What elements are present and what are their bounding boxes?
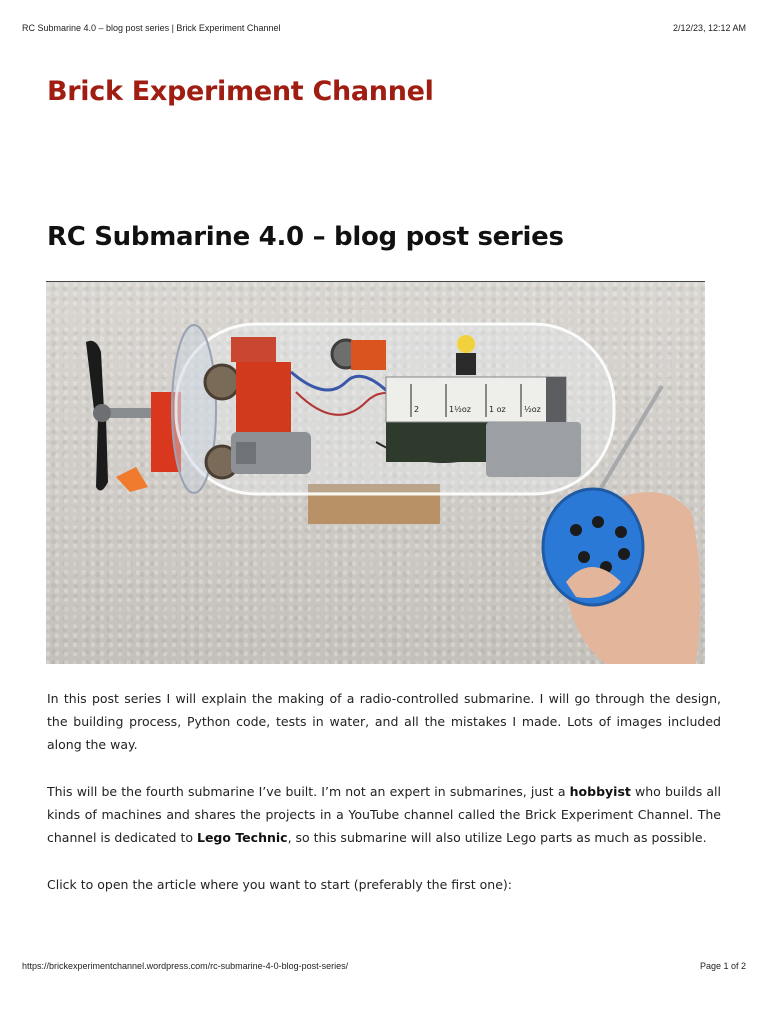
syringe-tick-3: 1 oz bbox=[489, 405, 506, 414]
hobbyist-emphasis: hobbyist bbox=[569, 784, 631, 799]
background-paragraph bbox=[47, 780, 721, 849]
syringe-tick-2: 1½oz bbox=[449, 405, 471, 414]
print-footer bbox=[22, 961, 746, 971]
site-title[interactable]: Brick Experiment Channel bbox=[47, 76, 434, 107]
print-header bbox=[22, 23, 746, 33]
submarine-photo bbox=[46, 281, 705, 664]
ballast-syringe bbox=[386, 377, 566, 422]
print-page-number: Page 1 of 2 bbox=[699, 961, 746, 971]
intro-paragraph: In this post series I will explain the making of a radio-controlled submarine. I will go through the design, the building process, Python code, tests in water, and all the mistakes I made. Lots of images included along the way. bbox=[47, 691, 721, 752]
lego-technic-emphasis: Lego Technic bbox=[196, 830, 288, 845]
syringe-tick-1: 2 bbox=[414, 405, 420, 414]
control-hub bbox=[486, 422, 581, 477]
background-text-3: , so this submarine will also utilize Lego parts as much as possible. bbox=[287, 830, 707, 845]
print-url: https://brickexperimentchannel.wordpress.com/rc-submarine-4-0-blog-post-series/ bbox=[22, 961, 349, 971]
print-datetime: 2/12/23, 12:12 AM bbox=[672, 23, 746, 33]
background-text-2: who builds all kinds of machines and shares the projects in a YouTube channel called the Brick Experiment Channel. The channel is dedicated to bbox=[47, 784, 721, 845]
background-text-1: This will be the fourth submarine I’ve built. I’m not an expert in submarines, just a bbox=[47, 784, 570, 799]
syringe-tick-4: ½oz bbox=[524, 405, 541, 414]
post-title: RC Submarine 4.0 – blog post series bbox=[47, 222, 564, 252]
orange-propeller-icon bbox=[116, 467, 148, 492]
submarine-illustration bbox=[46, 282, 705, 664]
instructions-paragraph: Click to open the article where you want to start (preferably the first one): bbox=[47, 877, 512, 892]
print-page-title: RC Submarine 4.0 – blog post series | Brick Experiment Channel bbox=[22, 23, 281, 33]
propeller-blade-icon bbox=[86, 341, 104, 410]
